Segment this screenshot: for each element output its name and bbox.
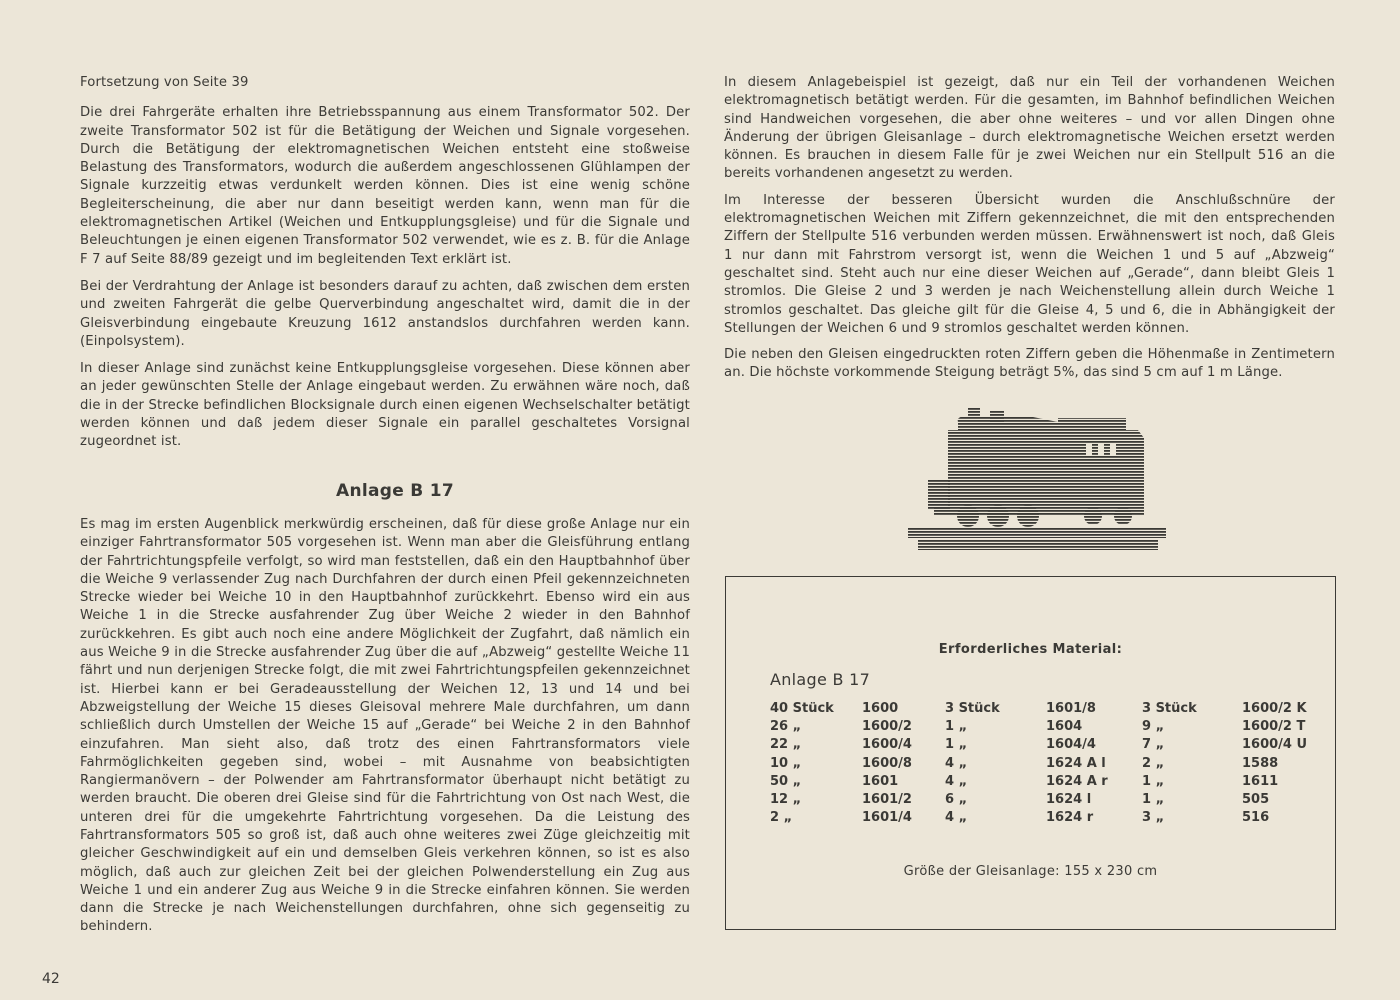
material-cell: 4 „: [945, 810, 968, 826]
anlage-title: Anlage B 17: [770, 670, 871, 689]
material-cell: 1 „: [1142, 792, 1165, 808]
material-cell: 3 „: [1142, 810, 1165, 826]
material-cell: 1624 A r: [1046, 773, 1108, 789]
material-cell: 1624 r: [1046, 810, 1094, 826]
material-row: [770, 736, 1322, 754]
material-row: [770, 717, 1322, 735]
material-cell: 7 „: [1142, 737, 1165, 753]
material-cell: 1600/2: [862, 718, 912, 734]
material-cell: 1600: [862, 700, 899, 716]
paragraph: Im Interesse der besseren Übersicht wurden die Anschlußschnüre der elektromagnetischen Weichen mit Ziffern gekennzeichnet, die mit den entsprechenden Ziffern der Stellpulte 516 verbunden werden müssen. Erwähnenswert ist noch, daß Gleis 1 nur dann mit Fahrstrom versorgt ist, wenn die Weichen 1 und 5 auf „Abzweig“ geschaltet sind. Steht auch nur eine dieser Weichen auf „Gerade“, dann bleibt Gleis 1 stromlos. Die Gleise 2 und 3 werden je nach Weichenstellung allein durch Weiche 1 stromlos geschaltet. Das gleiche gilt für die Gleise 4, 5 und 6, die in Abhängigkeit der Stellungen der Weichen 6 und 9 stromlos geschaltet werden können.: [724, 192, 1335, 336]
material-box: [725, 576, 1336, 930]
material-cell: 1600/4 U: [1242, 737, 1308, 753]
material-cell: 1624 A l: [1046, 755, 1106, 771]
material-cell: 1 „: [945, 737, 968, 753]
paragraph: Die drei Fahrgeräte erhalten ihre Betriebsspannung aus einem Transformator 502. Der zweite Transformator 502 ist für die Betätigung der Weichen und Signale vorgesehen. Durch die Betätigung der elektromagnetischen Weichen entsteht eine stoßweise Belastung des Transformators, wodurch die außerdem angeschlossenen Glühlampen der Signale kurzzeitig etwas verdunkelt werden können. Dies ist eine wenig schöne Begleiterscheinung, die aber nur dann beseitigt werden kann, wenn man für die elektromagnetischen Artikel (Weichen und Entkupplungsgleise) und für die Signale und Beleuchtungen je einen eigenen Transformator 502 verwendet, wie es z. B. für die Anlage F 7 auf Seite 88/89 gezeigt und im begleitenden Text erklärt ist.: [80, 105, 690, 267]
material-cell: 2 „: [1142, 755, 1165, 771]
material-cell: 1588: [1242, 755, 1279, 771]
material-title: Erforderliches Material:: [938, 642, 1123, 657]
material-cell: 1611: [1242, 773, 1279, 789]
material-cell: 22 „: [770, 737, 802, 753]
material-cell: 516: [1242, 810, 1270, 826]
material-cell: 1600/2 K: [1242, 700, 1307, 716]
paragraph: Bei der Verdrahtung der Anlage ist besonders darauf zu achten, daß zwischen dem ersten und zweiten Fahrgerät die gelbe Querverbindung angeschaltet wird, damit die in der Gleisverbindung eingebaute Kreuzung 1612 anstandslos durchfahren werden kann. (Einpolsystem).: [80, 278, 690, 349]
paragraph: In diesem Anlagebeispiel ist gezeigt, daß nur ein Teil der vorhandenen Weichen elektromagnetisch betätigt werden. Für die gesamten, im Bahnhof befindlichen Weichen sind Handweichen vorgesehen, die aber ohne weiteres – und vor allen Dingen ohne Änderung der übrigen Gleisanlage – durch elektromagnetische Weichen ersetzt werden können. Es brauchen in diesem Falle für je zwei Weichen nur ein Stellpult 516 an die bereits vorhandenen angesetzt zu werden.: [724, 75, 1335, 182]
material-cell: 10 „: [770, 755, 802, 771]
material-cell: 1604/4: [1046, 737, 1096, 753]
section-heading: Anlage B 17: [335, 480, 454, 501]
material-cell: 4 „: [945, 773, 968, 789]
material-row: [770, 809, 1322, 827]
page-number: 42: [42, 971, 60, 987]
material-cell: 3 Stück: [1142, 700, 1197, 716]
material-cell: 26 „: [770, 718, 802, 734]
material-cell: 2 „: [770, 810, 793, 826]
continuation-note: Fortsetzung von Seite 39: [80, 75, 249, 90]
material-cell: 50 „: [770, 773, 802, 789]
right-column: [724, 74, 1335, 391]
material-cell: 1 „: [1142, 773, 1165, 789]
material-cell: 1601/4: [862, 810, 912, 826]
material-cell: 1 „: [945, 718, 968, 734]
material-cell: 40 Stück: [770, 700, 834, 716]
material-cell: 6 „: [945, 792, 968, 808]
material-cell: 1601/8: [1046, 700, 1096, 716]
material-table: [770, 699, 1322, 827]
material-row: [770, 699, 1322, 717]
material-cell: 1624 l: [1046, 792, 1092, 808]
size-label: Größe der Gleisanlage: 155 x 230 cm: [903, 864, 1158, 879]
material-cell: 1600/2 T: [1242, 718, 1306, 734]
material-cell: 12 „: [770, 792, 802, 808]
material-cell: 505: [1242, 792, 1270, 808]
material-cell: 4 „: [945, 755, 968, 771]
material-cell: 1604: [1046, 718, 1083, 734]
material-cell: 1601: [862, 773, 899, 789]
material-cell: 3 Stück: [945, 700, 1000, 716]
paragraph: Es mag im ersten Augenblick merkwürdig erscheinen, daß für diese große Anlage nur ein einziger Fahrtransformator 505 vorgesehen ist. Wenn man aber die Gleisführung entlang der Fahrtrichtungspfeile verfolgt, so wird man feststellen, daß ein den Hauptbahnhof über die Weiche 9 verlassender Zug nach Durchfahren der durch einen Pfeil gekennzeichneten Strecke wieder bei Weiche 10 in den Hauptbahnhof zurückkehrt. Ebenso wird ein aus Weiche 1 in die Strecke ausfahrender Zug über Weiche 2 wieder in den Bahnhof zurückkehren. Es gibt auch noch eine andere Möglichkeit der Zugfahrt, daß nämlich ein aus Weiche 9 in die Strecke ausfahrender Zug über die auf „Abzweig“ gestellte Weiche 11 fährt und nun derjenigen Strecke folgt, die mit zwei Fahrtrichtungspfeilen gekennzeichnet ist. Hierbei kann er bei Geradeausstellung der Weichen 12, 13 und 14 und bei Abzweigstellung der Weiche 15 dieses Gleisoval mehrere Male durchfahren, um dann schließlich durch Umstellen der Weiche 15 auf „Gerade“ bei Weiche 2 in den Bahnhof einzufahren. Man sieht also, daß trotz des einen Fahrtransformators viele Fahrmöglichkeiten gegeben sind, wobei – mit Ausnahme von beabsichtigten Rangiermanövern – der Polwender am Fahrtransformator überhaupt nicht betätigt zu werden braucht. Die oberen drei Gleise sind für die Fahrtrichtung von Ost nach West, die unteren drei für die umgekehrte Fahrtrichtung vorgesehen. Da die Leistung des Fahrtransformators 505 so groß ist, daß auch ohne weiteres zwei Züge gleichzeitig mit gleicher Geschwindigkeit auf ein und demselben Gleis verkehren können, so ist es also möglich, daß auch zur gleichen Zeit bei der gleichen Polwenderstellung ein Zug aus Weiche 1 und ein anderer Zug aus Weiche 9 in die Strecke einfahren können. Sie werden dann die Strecke je nach Weichenstellungen durchfahren, ohne sich gegenseitig zu behindern.: [80, 516, 690, 935]
material-row: [770, 772, 1322, 790]
paragraph: In dieser Anlage sind zunächst keine Entkupplungsgleise vorgesehen. Diese können aber an jeder gewünschten Stelle der Anlage eingebaut werden. Zu erwähnen wäre noch, daß die in der Strecke befindlichen Blocksignale durch einen eigenen Wechselschalter betätigt werden können und daß jedem dieser Signale ein parallel geschaltetes Vorsignal zugeordnet ist.: [80, 361, 690, 450]
material-cell: 1600/4: [862, 737, 912, 753]
material-row: [770, 754, 1322, 772]
left-column: [80, 74, 690, 946]
material-cell: 9 „: [1142, 718, 1165, 734]
material-cell: 1601/2: [862, 792, 912, 808]
material-cell: 1600/8: [862, 755, 912, 771]
material-row: [770, 790, 1322, 808]
paragraph: Die neben den Gleisen eingedruckten roten Ziffern geben die Höhenmaße in Zentimetern an. Die höchste vorkommende Steigung beträgt 5%, das sind 5 cm auf 1 m Länge.: [724, 347, 1335, 381]
locomotive-icon: [908, 408, 1168, 553]
